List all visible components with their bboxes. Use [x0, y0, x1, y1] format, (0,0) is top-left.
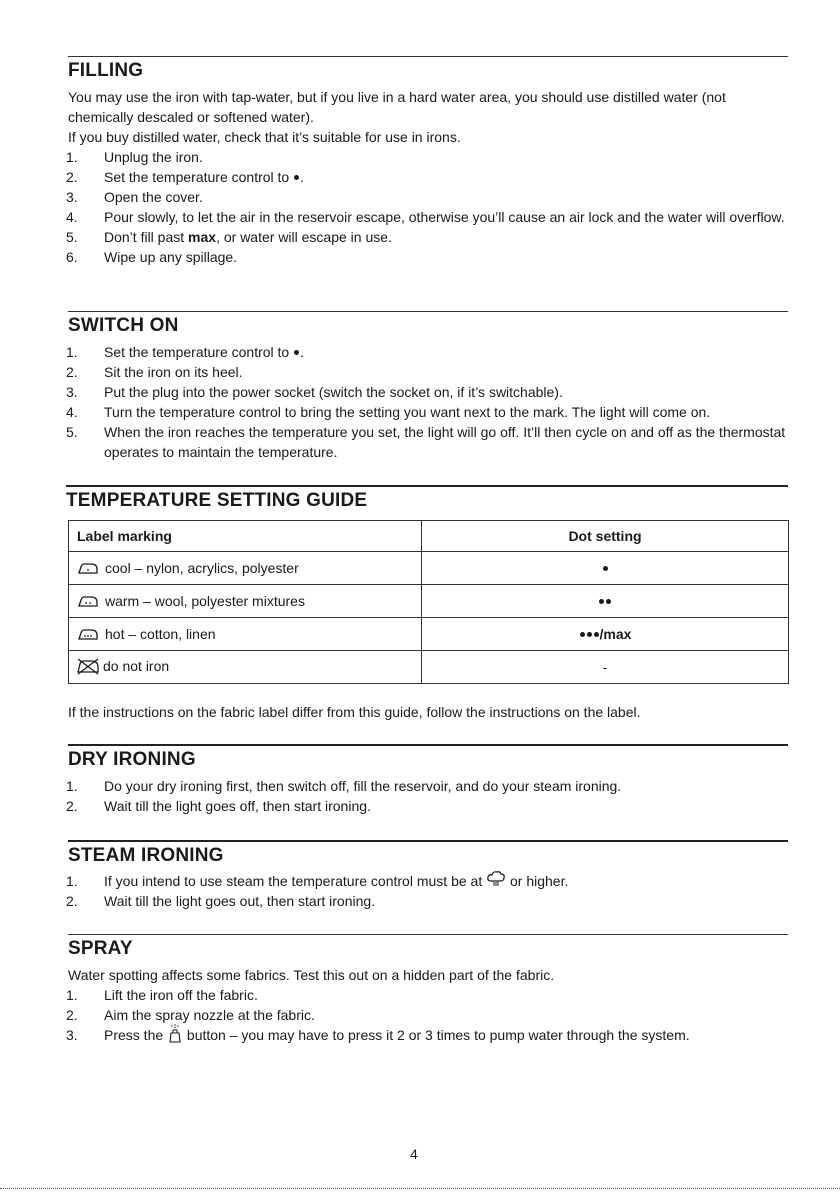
- steam-ironing-heading: STEAM IRONING: [68, 845, 224, 866]
- switch-on-heading: SWITCH ON: [68, 315, 179, 336]
- list-item: 3. Press the button – you may have to press it 2 or 3 times to pump water through the system.: [68, 1025, 790, 1046]
- list-item: 2. Wait till the light goes out, then start ironing.: [66, 893, 376, 910]
- section-divider: [66, 485, 788, 487]
- list-item: 3. Open the cover.: [66, 189, 203, 205]
- spray-heading: SPRAY: [68, 938, 133, 959]
- guide-note: If the instructions on the fabric label differ from this guide, follow the instructions on the label.: [68, 704, 641, 720]
- filling-intro-2: If you buy distilled water, check that it’s suitable for use in irons.: [68, 129, 461, 145]
- max-suffix: /max: [599, 626, 632, 642]
- dot-setting: [579, 626, 600, 642]
- dry-ironing-heading: DRY IRONING: [68, 749, 196, 770]
- switch-on-section: [68, 311, 788, 338]
- table-header-row: [69, 521, 789, 552]
- no-setting: -: [602, 659, 608, 675]
- bottom-border: [0, 1188, 840, 1189]
- list-item: 4. Turn the temperature control to bring the setting you want next to the mark. The light will come on.: [66, 404, 711, 420]
- do-not-iron-icon: [75, 657, 101, 675]
- dot-setting: [598, 593, 612, 609]
- section-divider: [68, 311, 788, 312]
- table-row: [69, 651, 789, 684]
- filling-intro-1: You may use the iron with tap-water, but if you live in a hard water area, you should use distilled water (not chemically descaled or softened water).: [68, 89, 726, 125]
- list-item: 5. When the iron reaches the temperature you set, the light will go off. It’ll then cycle on and off as the thermostat operates to maintain the temperature.: [66, 424, 786, 460]
- dry-ironing-section: [68, 744, 788, 772]
- section-divider: [68, 56, 788, 57]
- steam-ironing-section: [68, 840, 788, 868]
- section-divider: [68, 744, 788, 746]
- steam-ironing-steps: [68, 871, 790, 911]
- page-number: 4: [410, 1146, 418, 1162]
- label-text: warm – wool, polyester mixtures: [105, 592, 305, 609]
- label-marking-header: Label marking: [69, 521, 422, 552]
- section-divider: [68, 840, 788, 842]
- label-text: do not iron: [103, 657, 170, 674]
- list-item: 1. Lift the iron off the fabric.: [66, 987, 258, 1003]
- table-row: [69, 618, 789, 651]
- table-row: [69, 585, 789, 618]
- list-item: 3. Put the plug into the power socket (switch the socket on, if it’s switchable).: [66, 384, 563, 400]
- temperature-guide-table: [68, 520, 789, 684]
- iron-one-dot-icon: [77, 561, 99, 575]
- one-dot-icon: [294, 175, 299, 180]
- spray-button-icon: [167, 1023, 183, 1043]
- list-item: 2. Sit the iron on its heel.: [66, 364, 243, 380]
- section-divider: [68, 934, 788, 935]
- guide-section: [66, 485, 788, 513]
- switch-on-steps: [68, 342, 790, 462]
- list-item: 2. Set the temperature control to .: [66, 169, 304, 185]
- steam-cloud-icon: [486, 870, 506, 888]
- guide-heading: TEMPERATURE SETTING GUIDE: [66, 490, 368, 511]
- table-row: [69, 552, 789, 585]
- list-item: 4. Pour slowly, to let the air in the reservoir escape, otherwise you’ll cause an air lock and the water will overflow.: [66, 209, 785, 225]
- label-text: cool – nylon, acrylics, polyester: [105, 559, 299, 576]
- iron-three-dot-icon: [77, 627, 99, 641]
- spray-section: [68, 934, 788, 961]
- label-text: hot – cotton, linen: [105, 625, 216, 642]
- spray-steps: [68, 985, 790, 1046]
- filling-steps: [68, 147, 790, 267]
- list-item: 1. Set the temperature control to .: [66, 344, 304, 360]
- one-dot-icon: [294, 350, 299, 355]
- iron-two-dot-icon: [77, 594, 99, 608]
- list-item: 1. Do your dry ironing first, then switch off, fill the reservoir, and do your steam ironing.: [66, 778, 622, 794]
- dot-setting: [602, 560, 609, 576]
- filling-intro: [68, 87, 790, 147]
- filling-heading: FILLING: [68, 60, 144, 81]
- list-item: 6. Wipe up any spillage.: [66, 249, 238, 265]
- spray-intro: Water spotting affects some fabrics. Test this out on a hidden part of the fabric.: [68, 967, 555, 983]
- list-item: 2. Wait till the light goes off, then start ironing.: [66, 798, 371, 814]
- list-item: 1. If you intend to use steam the temperature control must be at or higher.: [68, 871, 790, 891]
- list-item: 2. Aim the spray nozzle at the fabric.: [66, 1007, 315, 1023]
- list-item: 1. Unplug the iron.: [66, 149, 203, 165]
- dry-ironing-steps: [68, 776, 790, 816]
- list-item: 5. Don’t fill past max, or water will escape in use.: [66, 229, 392, 245]
- filling-section: [68, 56, 788, 83]
- dot-setting-header: Dot setting: [422, 521, 789, 552]
